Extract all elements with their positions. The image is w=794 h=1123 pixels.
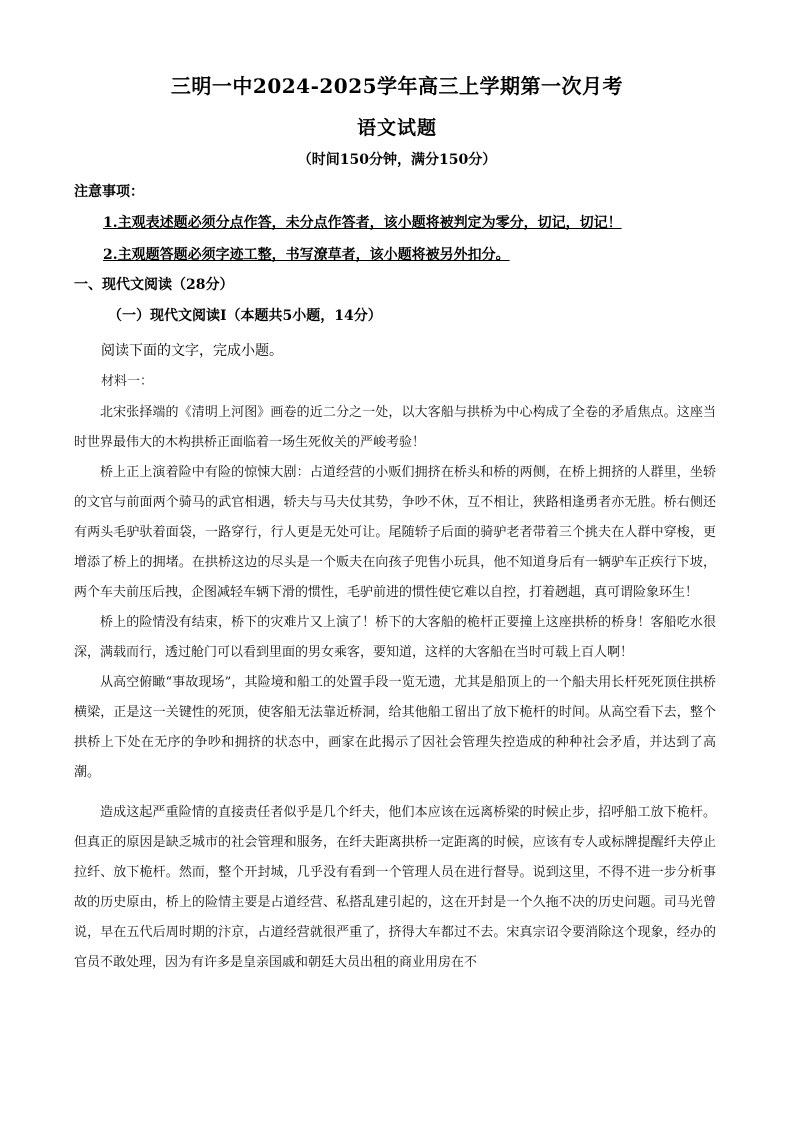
passage-paragraph: 造成这起严重险情的直接责任者似乎是几个纤夫，他们本应该在远离桥梁的时候止步，招呼船工放下桅杆。但真正的原因是缺乏城市的社会管理和服务，在纤夫距离拱桥一定距离的时候，应该有专人或标牌提醒纤夫停止拉纤、放下桅杆。然而，整个开封城，几乎没有看到一个管理人员在进行督导。说到这里，不得不进一步分析事故的历史原由，桥上的险情主要是占道经营、私搭乱建引起的，这在开封是一个久拖不决的历史问题。司马光曾说，早在五代后周时期的汴京，占道经营就很严重了，挤得大车都过不去。宋真宗诏令要消除这个现象，经办的官员不敢处理，因为有许多是皇亲国戚和朝廷大员出租的商业用房在不 (74, 805, 716, 970)
reading-instruction: 阅读下面的文字，完成小题。 (101, 343, 283, 359)
passage-paragraph: 从高空俯瞰“事故现场”，其险境和船工的处置手段一览无遗，尤其是船顶上的一个船夫用长杆死死顶住拱桥横梁，正是这一关键性的死顶，使客船无法靠近桥洞，给其他船工留出了放下桅杆的时间。从高空看下去，整个拱桥上下处在无序的争吵和拥挤的状态中，画家在此揭示了因社会管理失控造成的种种社会矛盾，并达到了高潮。 (74, 675, 716, 780)
notice-label: 注意事项： (74, 184, 144, 200)
subsection-heading: （一）现代文阅读Ⅰ（本题共5小题，14分） (108, 308, 382, 324)
material-label: 材料一： (101, 374, 154, 389)
notice-item-2: 2.主观题答题必须字迹工整，书写潦草者，该小题将被另外扣分。 (103, 247, 510, 263)
exam-info: （时间150分钟，满分150分） (297, 152, 497, 168)
passage-paragraph: 北宋张择端的《清明上河图》画卷的近二分之一处，以大客船与拱桥为中心构成了全卷的矛盾焦点。这座当时世界最伟大的木构拱桥正面临着一场生死攸关的严峻考验！ (74, 405, 716, 450)
passage-paragraph: 桥上正上演着险中有险的惊悚大剧：占道经营的小贩们拥挤在桥头和桥的两侧，在桥上拥挤的人群里，坐轿的文官与前面两个骑马的武官相遇，轿夫与马夫仗其势，争吵不休，互不相让，狭路相逢勇者亦无胜。桥右侧还有两头毛驴驮着面袋，一路穿行，行人更是无处可让。尾随轿子后面的骑驴老者带着三个挑夫在人群中穿梭，更增添了桥上的拥堵。在拱桥这边的尽头是一个贩夫在向孩子兜售小玩具，他不知道身后有一辆驴车正疾行下坡，两个车夫前压后拽，企图减轻车辆下滑的惯性，毛驴前进的惯性使它难以自控，打着趔趄，真可谓险象环生！ (74, 465, 716, 600)
section-heading: 一、现代文阅读（28分） (74, 277, 234, 293)
exam-title: 三明一中2024-2025学年高三上学期第一次月考 (170, 74, 624, 98)
passage-paragraph: 桥上的险情没有结束，桥下的灾难片又上演了！桥下的大客船的桅杆正要撞上这座拱桥的桥身！客船吃水很深，满载而行，透过舱门可以看到里面的男女乘客，要知道，这样的大客船在当时可载上百人啊！ (74, 615, 716, 660)
passage-body (74, 398, 716, 978)
notice-item-1: 1.主观表述题必须分点作答，未分点作答者，该小题将被判定为零分，切记，切记！ (103, 215, 622, 231)
exam-subtitle: 语文试题 (356, 117, 437, 139)
